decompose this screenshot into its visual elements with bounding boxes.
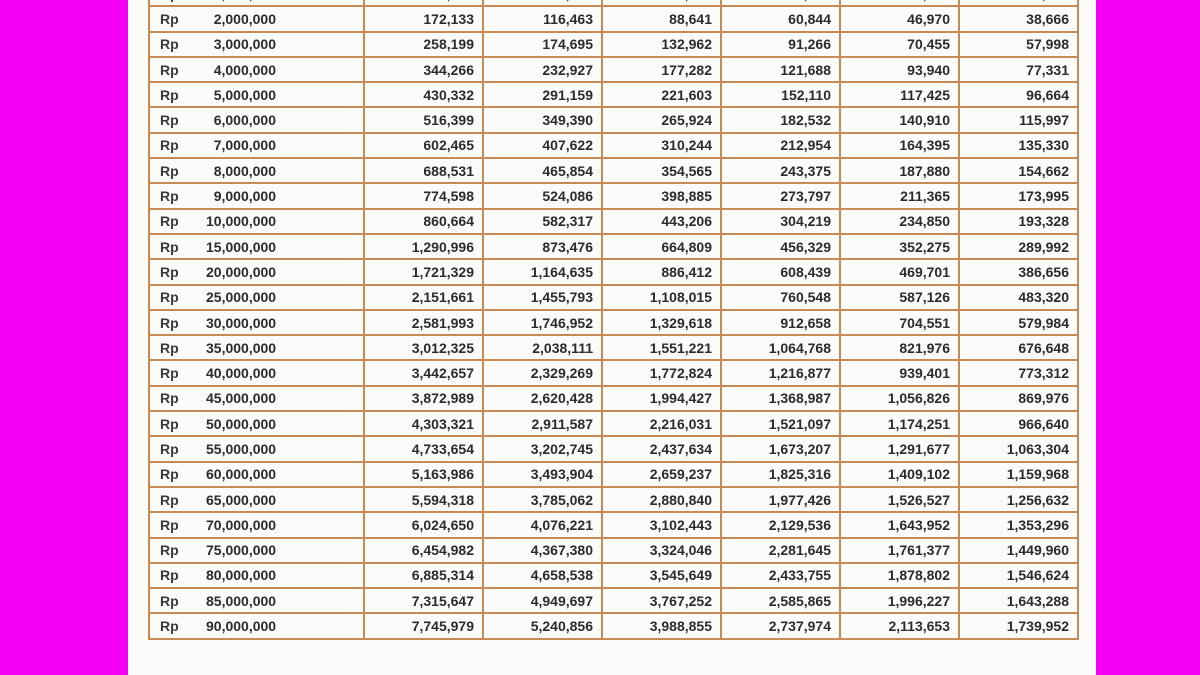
installment-cell: 430,332 — [364, 82, 483, 107]
installment-cell: 398,885 — [602, 183, 721, 208]
loan-amount-value: 6,000,000 — [213, 112, 276, 129]
table-row — [149, 462, 1078, 487]
installment-cell: 1,164,635 — [483, 259, 602, 284]
installment-cell: 140,910 — [840, 107, 959, 132]
installment-cell: 135,330 — [959, 133, 1078, 158]
currency-label: Rp — [160, 542, 179, 559]
loan-amount-value: 45,000,000 — [206, 390, 277, 407]
installment-cell: 2,437,634 — [602, 436, 721, 461]
loan-amount-cell — [149, 82, 364, 107]
table-row — [149, 209, 1078, 234]
installment-cell: 2,113,653 — [840, 613, 959, 638]
installment-cell: 582,317 — [483, 209, 602, 234]
table-row — [149, 234, 1078, 259]
loan-amount-value: 90,000,000 — [206, 618, 277, 635]
installment-cell: 1,521,097 — [721, 411, 840, 436]
installment-cell: 1,977,426 — [721, 487, 840, 512]
loan-amount-value: 20,000,000 — [206, 263, 277, 280]
table-row — [149, 360, 1078, 385]
installment-cell: 2,433,755 — [721, 563, 840, 588]
installment-cell: 310,244 — [602, 133, 721, 158]
currency-label: Rp — [160, 491, 179, 508]
loan-amount-cell — [149, 107, 364, 132]
currency-label: Rp — [160, 365, 179, 382]
installment-cell: 2,151,661 — [364, 285, 483, 310]
installment-cell: 1,526,527 — [840, 487, 959, 512]
installment-cell: 579,984 — [959, 310, 1078, 335]
loan-amount-value: 4,000,000 — [213, 61, 276, 78]
installment-cell: 354,565 — [602, 158, 721, 183]
loan-amount-cell — [149, 133, 364, 158]
installment-table-body — [149, 0, 1078, 639]
currency-label: Rp — [160, 618, 179, 635]
installment-cell: 7,745,979 — [364, 613, 483, 638]
installment-cell: 164,395 — [840, 133, 959, 158]
table-row — [149, 32, 1078, 57]
installment-cell: 1,825,316 — [721, 462, 840, 487]
currency-label: Rp — [160, 36, 179, 53]
installment-cell: 1,291,677 — [840, 436, 959, 461]
installment-cell: 966,640 — [959, 411, 1078, 436]
installment-cell: 1,673,207 — [721, 436, 840, 461]
loan-amount-cell — [149, 462, 364, 487]
installment-cell: 4,303,321 — [364, 411, 483, 436]
loan-amount-cell — [149, 588, 364, 613]
installment-cell: 386,656 — [959, 259, 1078, 284]
installment-cell: 2,281,645 — [721, 538, 840, 563]
currency-label: Rp — [160, 162, 179, 179]
installment-cell: 182,532 — [721, 107, 840, 132]
currency-label: Rp — [160, 466, 179, 483]
installment-cell: 2,038,111 — [483, 335, 602, 360]
currency-label: Rp — [160, 188, 179, 205]
installment-cell: 3,493,904 — [483, 462, 602, 487]
installment-cell: 704,551 — [840, 310, 959, 335]
loan-amount-value: 55,000,000 — [206, 440, 277, 457]
loan-amount-cell — [149, 6, 364, 31]
currency-label: Rp — [160, 289, 179, 306]
installment-cell: 912,658 — [721, 310, 840, 335]
loan-amount-cell — [149, 32, 364, 57]
table-row — [149, 158, 1078, 183]
installment-cell: 2,129,536 — [721, 512, 840, 537]
installment-cell: 265,924 — [602, 107, 721, 132]
table-row — [149, 57, 1078, 82]
loan-amount-value: 60,000,000 — [206, 466, 277, 483]
installment-cell: 2,216,031 — [602, 411, 721, 436]
installment-cell: 6,885,314 — [364, 563, 483, 588]
installment-cell: 173,995 — [959, 183, 1078, 208]
loan-amount-value: 85,000,000 — [206, 592, 277, 609]
installment-cell: 587,126 — [840, 285, 959, 310]
currency-label: Rp — [160, 440, 179, 457]
document-sheet — [128, 0, 1096, 675]
loan-amount-cell — [149, 512, 364, 537]
installment-cell: 1,329,618 — [602, 310, 721, 335]
table-row — [149, 487, 1078, 512]
currency-label: Rp — [160, 567, 179, 584]
installment-cell: 91,266 — [721, 32, 840, 57]
table-row — [149, 563, 1078, 588]
installment-cell: 869,976 — [959, 386, 1078, 411]
installment-cell: 116,463 — [483, 6, 602, 31]
installment-cell: 1,409,102 — [840, 462, 959, 487]
installment-cell: 1,063,304 — [959, 436, 1078, 461]
installment-cell: 4,733,654 — [364, 436, 483, 461]
installment-cell: 1,064,768 — [721, 335, 840, 360]
loan-amount-cell — [149, 335, 364, 360]
loan-amount-cell — [149, 487, 364, 512]
installment-cell: 608,439 — [721, 259, 840, 284]
table-row — [149, 613, 1078, 638]
loan-amount-cell — [149, 259, 364, 284]
installment-cell: 2,585,865 — [721, 588, 840, 613]
currency-label: Rp — [160, 314, 179, 331]
installment-cell: 1,256,632 — [959, 487, 1078, 512]
installment-cell: 3,545,649 — [602, 563, 721, 588]
loan-amount-value: 30,000,000 — [206, 314, 277, 331]
installment-cell: 289,992 — [959, 234, 1078, 259]
table-row — [149, 285, 1078, 310]
table-row — [149, 107, 1078, 132]
loan-amount-value: 35,000,000 — [206, 339, 277, 356]
installment-cell: 1,643,952 — [840, 512, 959, 537]
installment-cell: 688,531 — [364, 158, 483, 183]
installment-cell: 2,737,974 — [721, 613, 840, 638]
installment-cell: 5,594,318 — [364, 487, 483, 512]
installment-cell: 7,315,647 — [364, 588, 483, 613]
loan-amount-cell — [149, 285, 364, 310]
installment-cell: 443,206 — [602, 209, 721, 234]
table-row — [149, 512, 1078, 537]
installment-cell: 193,328 — [959, 209, 1078, 234]
installment-cell: 602,465 — [364, 133, 483, 158]
currency-label: Rp — [160, 10, 179, 27]
currency-label: Rp — [160, 415, 179, 432]
installment-cell: 60,844 — [721, 6, 840, 31]
installment-cell: 456,329 — [721, 234, 840, 259]
loan-amount-value: 10,000,000 — [206, 213, 277, 230]
installment-cell: 469,701 — [840, 259, 959, 284]
table-row — [149, 82, 1078, 107]
installment-cell: 2,581,993 — [364, 310, 483, 335]
installment-cell: 1,174,251 — [840, 411, 959, 436]
installment-cell: 3,442,657 — [364, 360, 483, 385]
installment-cell: 860,664 — [364, 209, 483, 234]
installment-cell: 1,056,826 — [840, 386, 959, 411]
installment-cell: 234,850 — [840, 209, 959, 234]
installment-table-wrapper — [148, 0, 1078, 640]
table-row — [149, 6, 1078, 31]
installment-cell: 1,449,960 — [959, 538, 1078, 563]
loan-amount-value: 9,000,000 — [213, 188, 276, 205]
currency-label: Rp — [160, 390, 179, 407]
installment-cell: 2,911,587 — [483, 411, 602, 436]
table-row — [149, 259, 1078, 284]
currency-label: Rp — [160, 516, 179, 533]
currency-label: Rp — [160, 86, 179, 103]
table-row — [149, 588, 1078, 613]
installment-cell: 57,998 — [959, 32, 1078, 57]
loan-amount-cell — [149, 183, 364, 208]
installment-cell: 5,240,856 — [483, 613, 602, 638]
table-row — [149, 310, 1078, 335]
installment-cell: 46,970 — [840, 6, 959, 31]
loan-amount-value — [206, 0, 276, 2]
installment-cell: 3,102,443 — [602, 512, 721, 537]
installment-cell: 3,012,325 — [364, 335, 483, 360]
currency-label — [160, 0, 206, 2]
installment-cell: 38,666 — [959, 6, 1078, 31]
installment-cell: 132,962 — [602, 32, 721, 57]
loan-amount-cell — [149, 360, 364, 385]
table-row — [149, 335, 1078, 360]
loan-amount-value: 80,000,000 — [206, 567, 277, 584]
installment-cell: 664,809 — [602, 234, 721, 259]
installment-cell: 516,399 — [364, 107, 483, 132]
installment-cell: 232,927 — [483, 57, 602, 82]
installment-cell: 1,159,968 — [959, 462, 1078, 487]
currency-label: Rp — [160, 339, 179, 356]
installment-cell: 4,076,221 — [483, 512, 602, 537]
table-row — [149, 538, 1078, 563]
installment-cell: 4,367,380 — [483, 538, 602, 563]
installment-cell: 352,275 — [840, 234, 959, 259]
installment-cell: 465,854 — [483, 158, 602, 183]
installment-cell: 212,954 — [721, 133, 840, 158]
installment-table — [148, 0, 1079, 640]
installment-cell: 524,086 — [483, 183, 602, 208]
installment-cell: 1,216,877 — [721, 360, 840, 385]
installment-cell: 3,785,062 — [483, 487, 602, 512]
installment-cell: 773,312 — [959, 360, 1078, 385]
installment-cell: 93,940 — [840, 57, 959, 82]
loan-amount-value: 75,000,000 — [206, 542, 277, 559]
installment-cell: 1,353,296 — [959, 512, 1078, 537]
installment-cell: 1,643,288 — [959, 588, 1078, 613]
installment-cell: 5,163,986 — [364, 462, 483, 487]
installment-cell: 2,329,269 — [483, 360, 602, 385]
installment-cell: 2,659,237 — [602, 462, 721, 487]
loan-amount-value: 2,000,000 — [213, 10, 276, 27]
loan-amount-value: 40,000,000 — [206, 365, 277, 382]
installment-cell: 2,880,840 — [602, 487, 721, 512]
installment-cell: 4,949,697 — [483, 588, 602, 613]
loan-amount-value: 15,000,000 — [206, 238, 277, 255]
installment-cell: 1,108,015 — [602, 285, 721, 310]
currency-label: Rp — [160, 592, 179, 609]
installment-cell: 483,320 — [959, 285, 1078, 310]
loan-amount-value: 50,000,000 — [206, 415, 277, 432]
loan-amount-cell — [149, 158, 364, 183]
installment-cell: 939,401 — [840, 360, 959, 385]
installment-cell: 154,662 — [959, 158, 1078, 183]
table-row — [149, 386, 1078, 411]
installment-cell: 1,368,987 — [721, 386, 840, 411]
table-row — [149, 183, 1078, 208]
installment-cell: 1,772,824 — [602, 360, 721, 385]
loan-amount-value: 3,000,000 — [213, 36, 276, 53]
installment-cell: 3,324,046 — [602, 538, 721, 563]
installment-cell: 70,455 — [840, 32, 959, 57]
loan-amount-value: 25,000,000 — [206, 289, 277, 306]
loan-amount-cell — [149, 436, 364, 461]
currency-label: Rp — [160, 61, 179, 78]
loan-amount-cell — [149, 563, 364, 588]
installment-cell: 3,872,989 — [364, 386, 483, 411]
installment-cell: 821,976 — [840, 335, 959, 360]
installment-cell: 4,658,538 — [483, 563, 602, 588]
installment-cell: 3,202,745 — [483, 436, 602, 461]
installment-cell: 88,641 — [602, 6, 721, 31]
installment-cell: 304,219 — [721, 209, 840, 234]
installment-cell: 1,551,221 — [602, 335, 721, 360]
installment-cell: 3,988,855 — [602, 613, 721, 638]
table-row — [149, 411, 1078, 436]
installment-cell: 115,997 — [959, 107, 1078, 132]
installment-cell: 96,664 — [959, 82, 1078, 107]
table-row — [149, 133, 1078, 158]
installment-cell: 2,620,428 — [483, 386, 602, 411]
loan-amount-value: 65,000,000 — [206, 491, 277, 508]
currency-label: Rp — [160, 263, 179, 280]
loan-amount-cell — [149, 234, 364, 259]
installment-cell: 6,024,650 — [364, 512, 483, 537]
installment-cell: 6,454,982 — [364, 538, 483, 563]
installment-cell: 1,994,427 — [602, 386, 721, 411]
installment-cell: 407,622 — [483, 133, 602, 158]
loan-amount-value: 70,000,000 — [206, 516, 277, 533]
loan-amount-value: 5,000,000 — [213, 86, 276, 103]
currency-label: Rp — [160, 112, 179, 129]
installment-cell: 1,761,377 — [840, 538, 959, 563]
installment-cell: 172,133 — [364, 6, 483, 31]
currency-label: Rp — [160, 213, 179, 230]
installment-cell: 886,412 — [602, 259, 721, 284]
loan-amount-cell — [149, 613, 364, 638]
loan-amount-cell — [149, 310, 364, 335]
installment-cell: 1,878,802 — [840, 563, 959, 588]
table-row — [149, 436, 1078, 461]
loan-amount-cell — [149, 209, 364, 234]
installment-cell: 221,603 — [602, 82, 721, 107]
loan-amount-cell — [149, 57, 364, 82]
installment-cell: 1,546,624 — [959, 563, 1078, 588]
installment-cell: 760,548 — [721, 285, 840, 310]
loan-amount-cell — [149, 538, 364, 563]
installment-cell: 349,390 — [483, 107, 602, 132]
installment-cell: 211,365 — [840, 183, 959, 208]
loan-amount-value: 8,000,000 — [213, 162, 276, 179]
installment-cell: 177,282 — [602, 57, 721, 82]
installment-cell: 1,746,952 — [483, 310, 602, 335]
installment-cell: 1,996,227 — [840, 588, 959, 613]
currency-label: Rp — [160, 238, 179, 255]
installment-cell: 3,767,252 — [602, 588, 721, 613]
installment-cell: 77,331 — [959, 57, 1078, 82]
installment-cell: 873,476 — [483, 234, 602, 259]
installment-cell: 243,375 — [721, 158, 840, 183]
loan-amount-value: 7,000,000 — [213, 137, 276, 154]
installment-cell: 344,266 — [364, 57, 483, 82]
installment-cell: 174,695 — [483, 32, 602, 57]
installment-cell: 774,598 — [364, 183, 483, 208]
loan-amount-cell — [149, 386, 364, 411]
installment-cell: 1,290,996 — [364, 234, 483, 259]
installment-cell: 258,199 — [364, 32, 483, 57]
installment-cell: 676,648 — [959, 335, 1078, 360]
installment-cell: 1,721,329 — [364, 259, 483, 284]
installment-cell: 1,739,952 — [959, 613, 1078, 638]
currency-label: Rp — [160, 137, 179, 154]
installment-cell: 273,797 — [721, 183, 840, 208]
loan-amount-cell — [149, 411, 364, 436]
installment-cell: 187,880 — [840, 158, 959, 183]
installment-cell: 152,110 — [721, 82, 840, 107]
installment-cell: 121,688 — [721, 57, 840, 82]
installment-cell: 117,425 — [840, 82, 959, 107]
installment-cell: 1,455,793 — [483, 285, 602, 310]
installment-cell: 291,159 — [483, 82, 602, 107]
